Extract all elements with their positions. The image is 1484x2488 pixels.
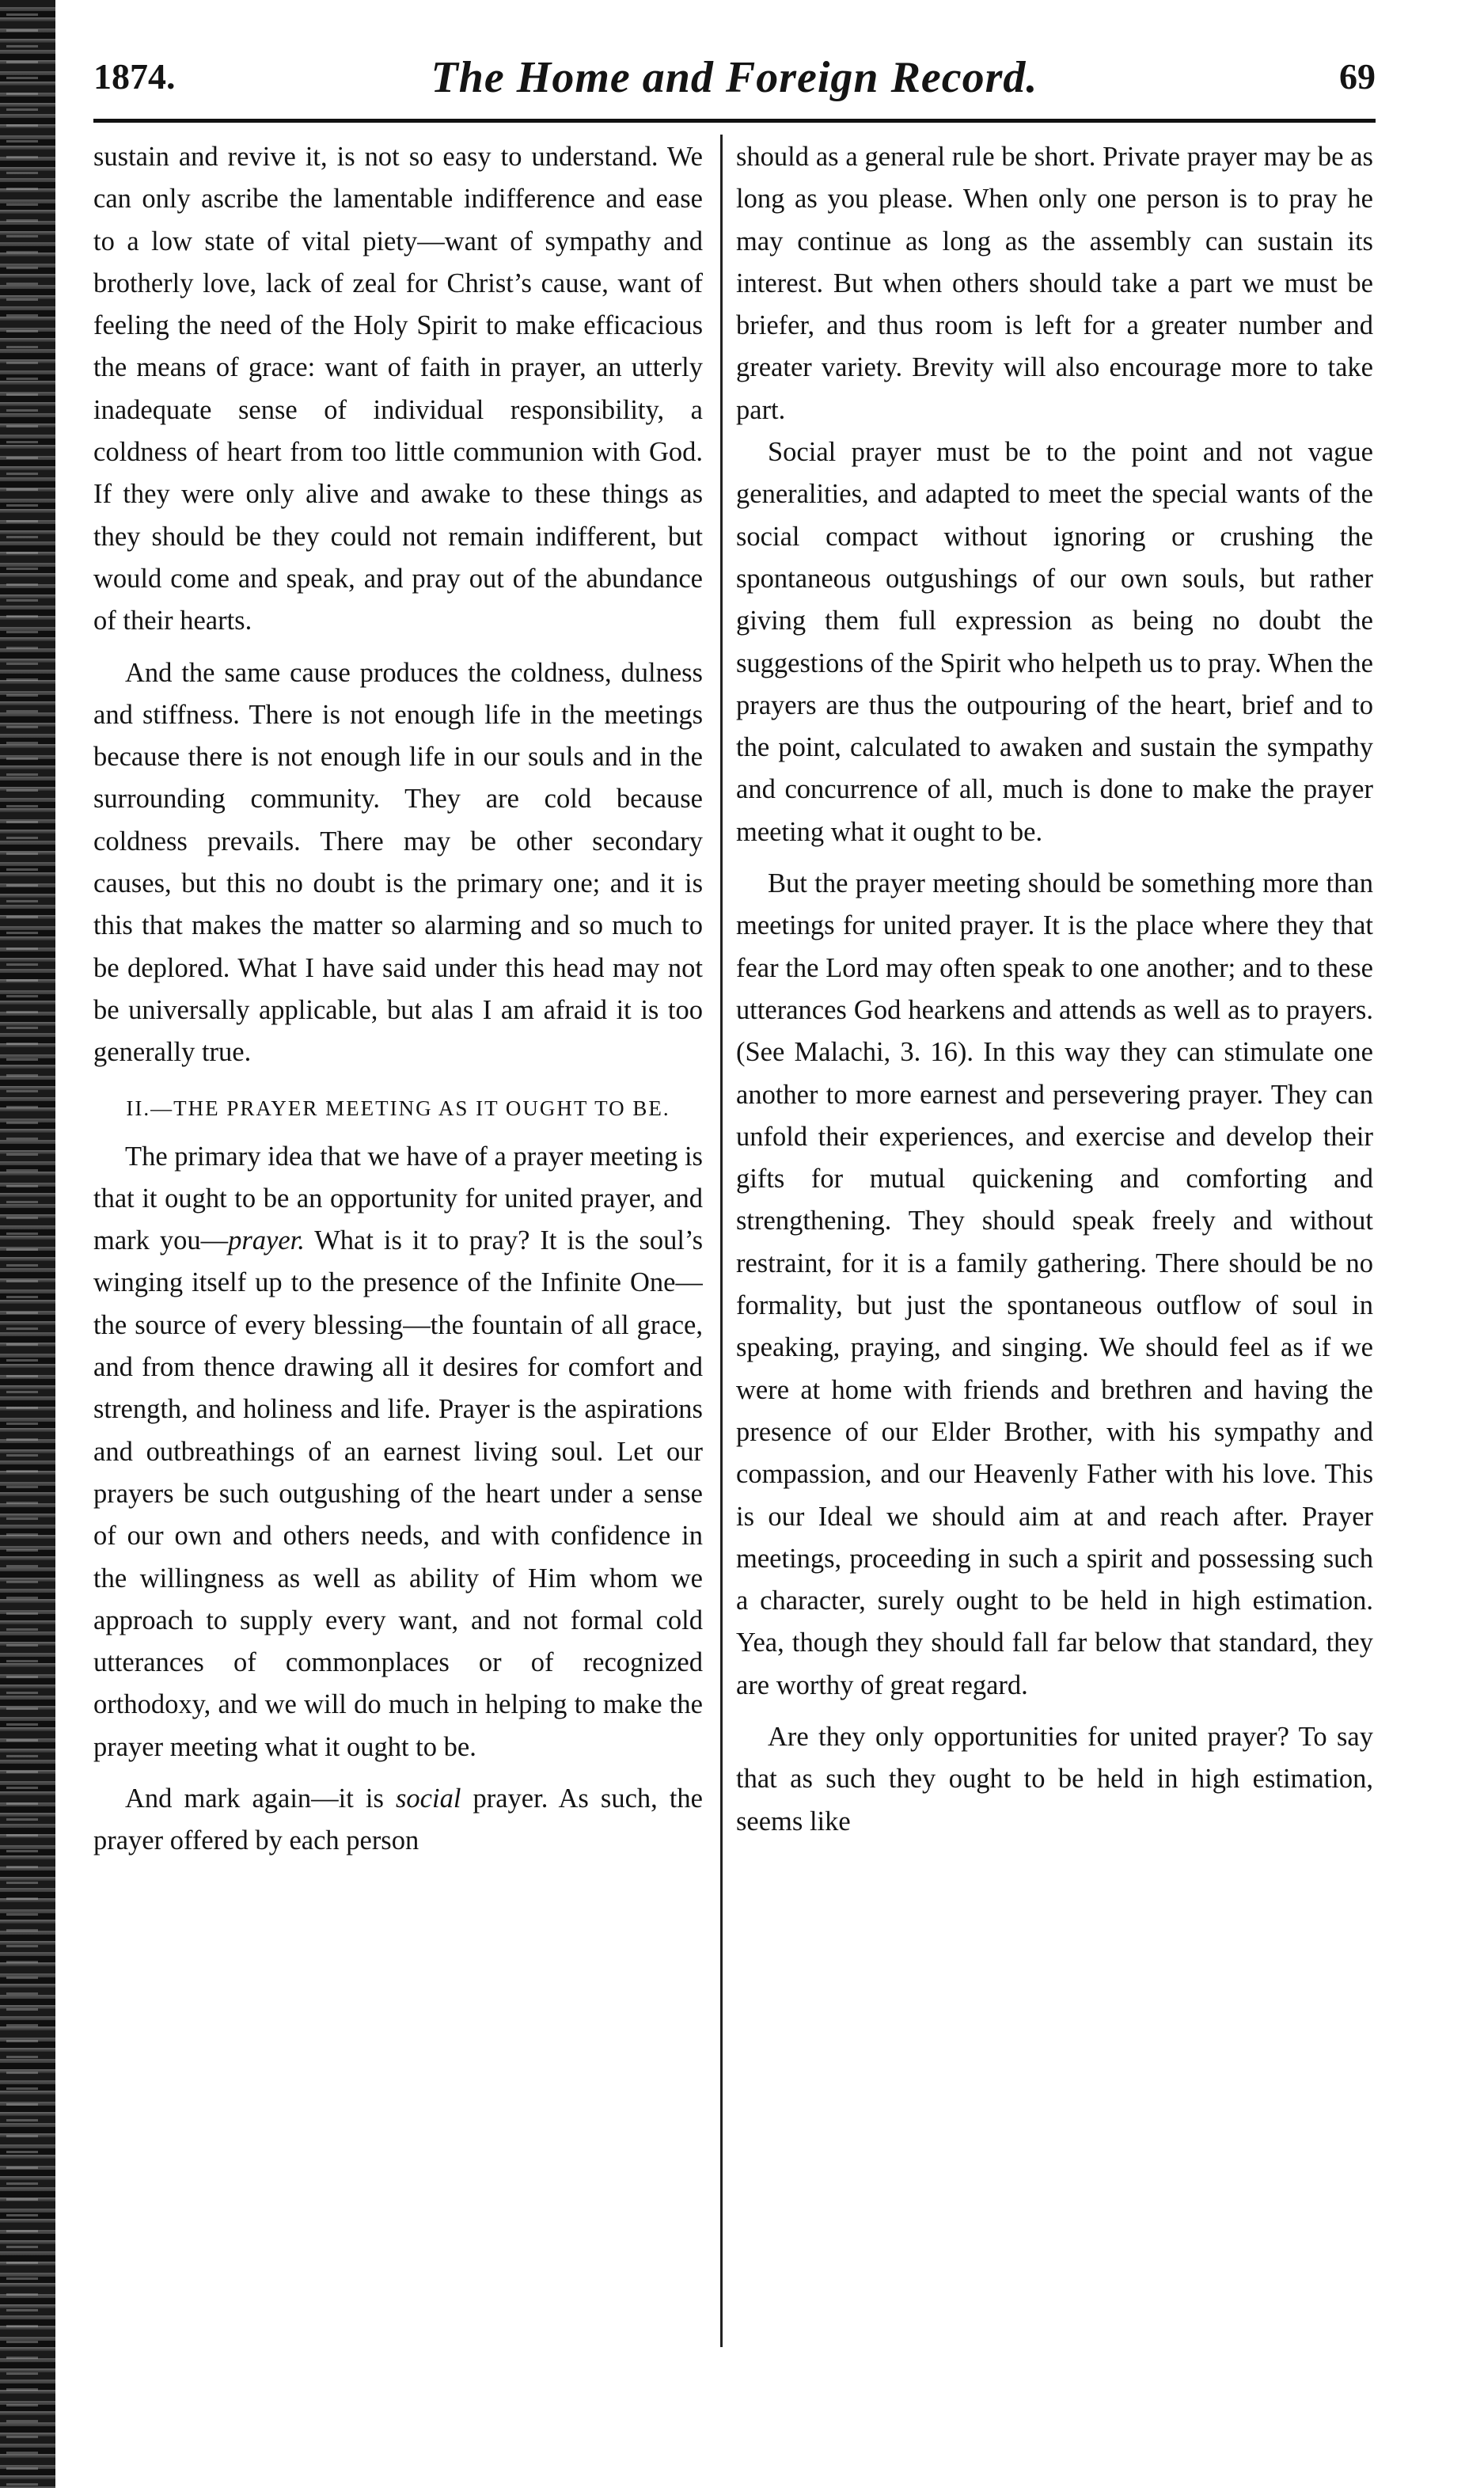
paragraph-text: What is it to pray? It is the soul’s winging itself up to the presence of the Infinite One—the source of every blessing—the fountain of all grace, and from thence drawing all it desires for comfort and strength, and holiness and life. Prayer is the aspirations and outbreathings of an earnest living soul. Let our prayers be such outgushing of the heart under a sense of our own and others needs, and with confidence in the willingness as well as ability of Him whom we approach to supply every want, and not formal cold utterances of commonplaces or of recognized orthodoxy, and we will do much in helping to make the prayer meeting what it ought to be. — [93, 1225, 703, 1762]
header-title: The Home and Foreign Record. — [431, 53, 1038, 102]
header-year: 1874. — [93, 56, 176, 97]
running-header — [93, 52, 1376, 108]
book-spine-margin — [0, 0, 62, 2488]
paragraph: Are they only opportunities for united prayer? To say that as such they ought to be held in high estimation, seems like — [736, 1721, 1373, 1837]
page-number: 69 — [1339, 56, 1376, 97]
paragraph: should as a general rule be short. Private prayer may be as long as you please. When only one person is to pray he may continue as long as the assembly can sustain its interest. But when others should take a part we must be briefer, and thus room is left for a greater number and greater variety. Brevity will also encourage more to take part. — [736, 142, 1373, 425]
binding-edge — [0, 0, 55, 2488]
paragraph: And the same cause produces the coldness, dulness and stiffness. There is not enough life in the meetings because there is not enough life in our souls and in the surrounding community. They are cold because coldness prevails. There may be other secondary causes, but this no doubt is the primary one; and it is this that makes the matter so alarming and so much to be deplored. What I have said under this head may not be universally applicable, but alas I am afraid it is too generally true. — [93, 657, 703, 1068]
paragraph: Social prayer must be to the point and not vague generalities, and adapted to meet the special wants of the social compact without ignoring or crushing the spontaneous outgushings of our own souls, but rather giving them full expression as being no doubt the suggestions of the Spirit who helpeth us to pray. When the prayers are thus the outpouring of the heart, brief and to the point, calculated to awaken and sustain the sympathy and concurrence of all, much is done to make the prayer meeting what it ought to be. — [736, 437, 1373, 847]
paragraph: sustain and revive it, is not so easy to understand. We can only ascribe the lamentable indifference and ease to a low state of vital piety—want of sympathy and brotherly love, lack of zeal for Christ’s cause, want of feeling the need of the Holy Spirit to make efficacious the means of grace: want of faith in prayer, an utterly inadequate sense of individual responsibility, a coldness of heart from too little communion with God. If they were only alive and awake to these things as they should be they could not remain indifferent, but would come and speak, and pray out of the abundance of their hearts. — [93, 142, 703, 636]
header-rule — [93, 119, 1376, 123]
paragraph-text: And mark again—it is — [125, 1783, 396, 1814]
paragraph: But the prayer meeting should be something more than meetings for united prayer. It is the place where they that fear the Lord may often speak to one another; and to these utterances God hearkens and attends as well as to prayers. (See Malachi, 3. 16). In this way they can stimulate one another to more earnest and persevering prayer. They can unfold their experiences, and exercise and develop their gifts for mutual quickening and comforting and strengthening. They should speak freely and without restraint, for it is a family gathering. There should be no formality, but just the spontaneous outflow of soul in speaking, praying, and singing. We should feel as if we were at home with friends and brethren and having the presence of our Elder Brother, with his sympathy and compassion, and our Heavenly Father with his love. This is our Ideal we should aim at and reach after. Prayer meetings, proceeding in such a spirit and possessing such a character, surely ought to be held in high estimation. Yea, though they should fall far below that standard, they are worthy of great regard. — [736, 868, 1373, 1700]
column-divider — [720, 135, 723, 2347]
emphasis-text: social — [396, 1783, 461, 1814]
paragraph-text: prayer. As such, the prayer offered by each person — [93, 1783, 703, 1856]
paragraph — [93, 1778, 703, 1863]
section-heading: II.—THE PRAYER MEETING AS IT OUGHT TO BE. — [126, 1096, 670, 1120]
paragraph-text: The primary idea that we have of a prayer meeting is that it ought to be an opportunity for united prayer, and mark you— — [93, 1141, 703, 1256]
right-column — [736, 136, 1373, 2345]
emphasis-text: prayer. — [228, 1225, 305, 1256]
paragraph — [93, 1136, 703, 1768]
left-column — [93, 136, 703, 2345]
